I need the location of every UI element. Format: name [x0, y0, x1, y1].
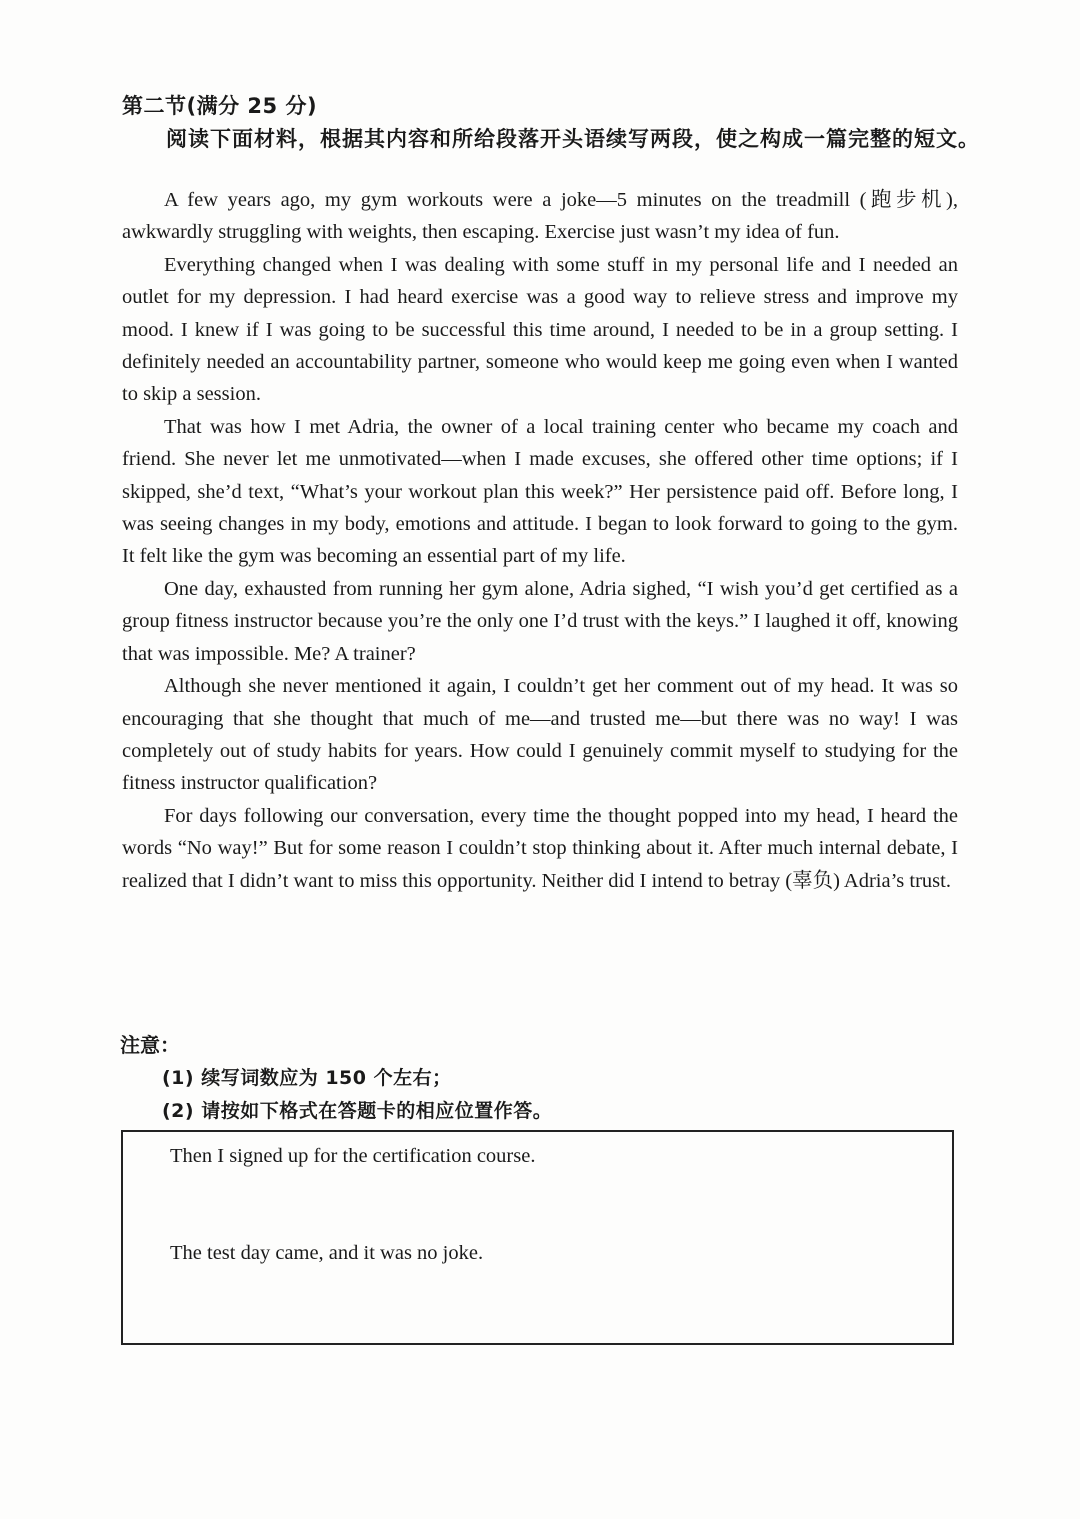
note-word-count: (1) 续写词数应为 150 个左右； [162, 1067, 452, 1089]
passage-paragraph: Although she never mentioned it again, I couldn’t get her comment out of my head. It was so encouraging that she thought that much of me—and trusted me—but there was no way! I was completely out of study habits for years. How could I genuinely commit myself to studying for the fitness instructor qualification? [122, 675, 958, 795]
notes-heading: 注意： [120, 1033, 180, 1057]
note-format: (2) 请按如下格式在答题卡的相应位置作答。 [162, 1100, 553, 1122]
answer-format-box [121, 1130, 954, 1345]
passage-paragraph: That was how I met Adria, the owner of a local training center who became my coach and friend. She never let me unmotivated—when I made excuses, she offered other time options; if I skipped, she’d text, “What’s your workout plan this week?” Her persistence paid off. Before long, I was seeing changes in my body, emotions and attitude. I began to look forward to going to the gym. It felt like the gym was becoming an essential part of my life. [122, 415, 958, 568]
passage-paragraph: Everything changed when I was dealing with some stuff in my personal life and I needed an outlet for my depression. I had heard exercise was a good way to relieve stress and improve my mood. I knew if I was going to be successful this time around, I needed to be in a group setting. I definitely needed an accountability partner, someone who would keep me going even when I wanted to skip a session. [122, 253, 958, 406]
passage-paragraph: A few years ago, my gym workouts were a joke—5 minutes on the treadmill (跑步机), awkwardly struggling with weights, then escaping. Exercise just wasn’t my idea of fun. [122, 189, 958, 244]
paragraph-2-opening: The test day came, and it was no joke. [170, 1242, 484, 1264]
passage-paragraph: For days following our conversation, every time the thought popped into my head, I heard the words “No way!” But for some reason I couldn’t stop thinking about it. After much internal debate, I realized that I didn’t want to miss this opportunity. Neither did I intend to betray (辜负) Adria’s trust. [122, 804, 958, 892]
section-title: 第二节(满分 25 分) [122, 94, 318, 118]
passage-paragraph: One day, exhausted from running her gym alone, Adria sighed, “I wish you’d get certified as a group fitness instructor because you’re the only one I’d trust with the keys.” I laughed it off, knowing that was impossible. Me? A trainer? [122, 577, 958, 665]
paragraph-1-opening: Then I signed up for the certification course. [170, 1145, 536, 1167]
reading-passage [122, 184, 958, 897]
task-instruction: 阅读下面材料，根据其内容和所给段落开头语续写两段，使之构成一篇完整的短文。 [166, 127, 980, 151]
